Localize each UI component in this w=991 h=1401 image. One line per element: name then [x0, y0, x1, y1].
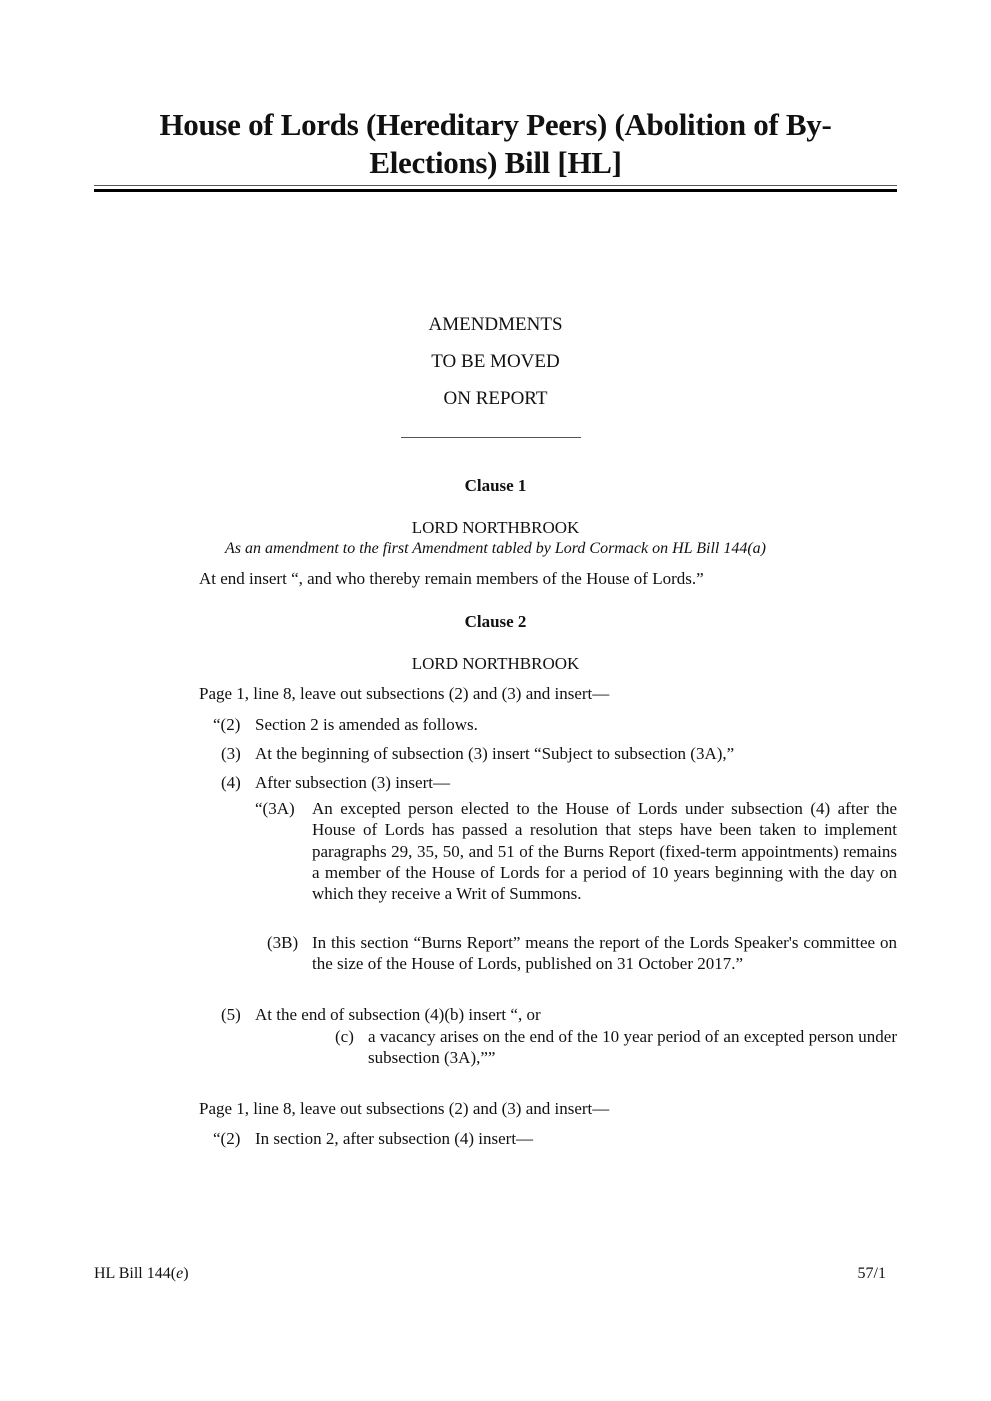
- item-text-3b: In this section “Burns Report” means the report of the Lords Speaker's committee on the size of the House of Lords, published on 31 October 2017.”: [312, 933, 897, 974]
- bill-ref-letter: e: [176, 1265, 184, 1282]
- title-rule-thick: [94, 189, 897, 192]
- clause-2-mover: LORD NORTHBROOK: [411, 654, 580, 673]
- clause-2-heading: Clause 2: [464, 612, 527, 631]
- heading-line-3: ON REPORT: [443, 388, 548, 409]
- section-divider: [401, 437, 581, 438]
- bill-title-line-1: House of Lords (Hereditary Peers) (Abolition of By-: [159, 107, 832, 142]
- item-text-c: a vacancy arises on the end of the 10 year period of an excepted person under subsection (3A),””: [368, 1027, 897, 1068]
- item-num: (c): [335, 1027, 354, 1046]
- amendment-2-intro: Page 1, line 8, leave out subsections (2) and (3) and insert—: [199, 1099, 610, 1118]
- heading-line-1: AMENDMENTS: [428, 314, 563, 335]
- bill-title-line-2: Elections) Bill [HL]: [369, 145, 622, 180]
- item-num: “(3A): [255, 799, 295, 818]
- page-reference: 57/1: [857, 1265, 886, 1282]
- item-num: (4): [221, 773, 241, 792]
- item-text: At the beginning of subsection (3) insert “Subject to subsection (3A),”: [255, 744, 735, 763]
- amendment-1-intro: Page 1, line 8, leave out subsections (2) and (3) and insert—: [199, 684, 610, 703]
- clause-1-heading: Clause 1: [464, 476, 527, 495]
- item-num: “(2): [213, 1129, 241, 1148]
- clause-1-note: As an amendment to the first Amendment tabled by Lord Cormack on HL Bill 144(a): [225, 540, 766, 557]
- item-num: “(2): [213, 715, 241, 734]
- bill-ref-prefix: HL Bill 144(: [94, 1265, 177, 1282]
- item-text: Section 2 is amended as follows.: [255, 715, 478, 734]
- item-text: At the end of subsection (4)(b) insert “, or: [255, 1005, 541, 1024]
- item-num: (3): [221, 744, 241, 763]
- clause-1-mover: LORD NORTHBROOK: [411, 518, 580, 537]
- clause-1-amendment-text: At end insert “, and who thereby remain members of the House of Lords.”: [199, 569, 704, 588]
- item-text-3a: An excepted person elected to the House of Lords under subsection (4) after the House of Lords has passed a resolution that steps have been taken to implement paragraphs 29, 35, 50, and 51 of the Burns Report (fixed-term appointments) remains a member of the House of Lords for a period of 10 years beginning with the day on which they receive a Writ of Summons.: [312, 799, 897, 904]
- title-rule-thin: [94, 185, 897, 186]
- item-text: In section 2, after subsection (4) insert—: [255, 1129, 534, 1148]
- bill-ref-suffix: ): [183, 1265, 189, 1282]
- heading-line-2: TO BE MOVED: [431, 351, 560, 372]
- amendments-heading: [300, 306, 691, 417]
- item-num: (3B): [267, 933, 299, 952]
- item-text: After subsection (3) insert—: [255, 773, 450, 792]
- bill-reference: [94, 1265, 189, 1283]
- bill-title: [94, 106, 897, 182]
- item-num: (5): [221, 1005, 241, 1024]
